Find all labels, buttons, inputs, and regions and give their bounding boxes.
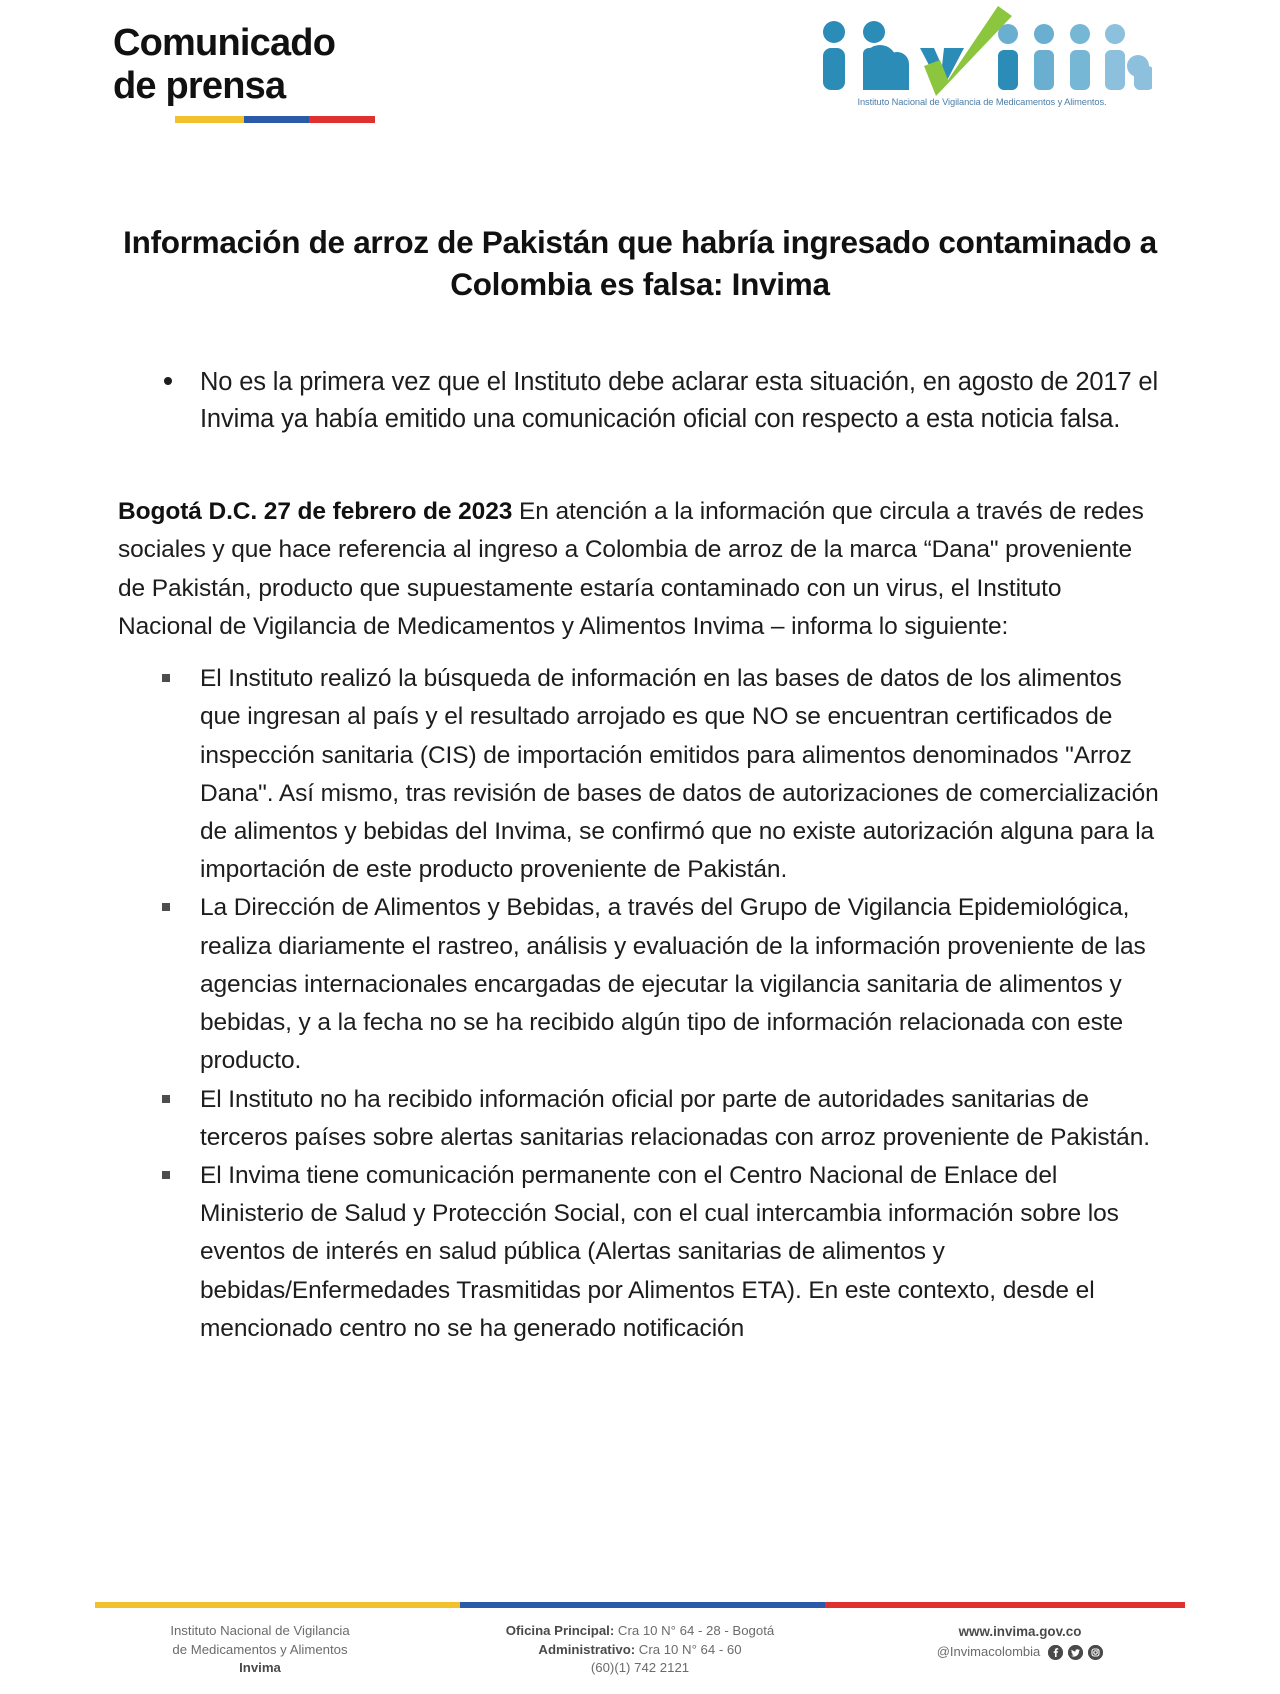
- footer-stripe-red: [825, 1602, 1185, 1608]
- facebook-icon[interactable]: [1048, 1645, 1063, 1660]
- page-footer: [0, 1602, 1280, 1694]
- list-item: [118, 1081, 1162, 1157]
- footer-columns: [0, 1608, 1280, 1694]
- statement-bullet-list: [118, 660, 1162, 1348]
- statement-text: El Instituto realizó la búsqueda de información en las bases de datos de los alimentos que ingresan al país y el resultado arrojado es que NO se encuentran certificados de inspección sanitaria (CIS) de importación emitidos para alimentos denominados "Arroz Dana". Así mismo, tras revisión de bases de datos de autorizaciones de comercialización de alimentos y bebidas del Invima, se confirmó que no existe autorización alguna para la importación de este producto proveniente de Pakistán.: [200, 665, 1159, 884]
- footer-flag-bar: [95, 1602, 1185, 1608]
- footer-office-row: [425, 1622, 855, 1641]
- list-item: [200, 364, 1160, 437]
- footer-institution-line3: Invima: [239, 1660, 281, 1676]
- lead-bullet-list: [0, 364, 1280, 437]
- footer-office-value: Cra 10 N° 64 - 28 - Bogotá: [614, 1622, 775, 1638]
- footer-admin-value: Cra 10 N° 64 - 60: [635, 1641, 742, 1657]
- intro-text: En atención a la información que circula a través de redes sociales y que hace referencia al ingreso a Colombia de arroz de la marca “Dana" proveniente de Pakistán, producto que supuestamente estaría contaminado con un virus, el Instituto Nacional de Vigilancia de Medicamentos y Alimentos Invima – informa lo siguiente:: [118, 498, 1144, 640]
- footer-stripe-yellow: [95, 1602, 460, 1608]
- invima-tagline: Instituto Nacional de Vigilancia de Medicamentos y Alimentos.: [857, 97, 1107, 107]
- bullet-square-icon: [162, 903, 170, 911]
- footer-social-handle: @Invimacolombia: [936, 1643, 1041, 1659]
- list-item: [118, 660, 1162, 889]
- instagram-icon[interactable]: [1088, 1645, 1103, 1660]
- flag-stripe-red: [309, 116, 375, 123]
- bullet-square-icon: [162, 674, 170, 682]
- page-header: [0, 0, 1280, 150]
- footer-institution-line1: Instituto Nacional de Vigilancia: [170, 1622, 350, 1638]
- brand-line-2: de prensa: [113, 64, 286, 107]
- footer-institution-line2: de Medicamentos y Alimentos: [172, 1641, 348, 1657]
- footer-office-label: Oficina Principal:: [505, 1622, 615, 1638]
- dateline: Bogotá D.C. 27 de febrero de 2023: [118, 498, 513, 526]
- statement-text: El Invima tiene comunicación permanente con el Centro Nacional de Enlace del Ministerio de Salud y Protección Social, con el cual intercambia información sobre los eventos de interés en salud pública (Alertas sanitarias de alimentos y bebidas/Enfermedades Trasmitidas por Alimentos ETA). En este contexto, desde el mencionado centro no se ha generado notificación: [200, 1161, 1119, 1342]
- bullet-square-icon: [162, 1095, 170, 1103]
- footer-institution: [95, 1622, 425, 1678]
- footer-web-social: [855, 1622, 1185, 1678]
- footer-admin-label: Administrativo:: [538, 1641, 636, 1657]
- statement-text: El Instituto no ha recibido información oficial por parte de autoridades sanitarias de terceros países sobre alertas sanitarias relacionadas con arroz proveniente de Pakistán.: [200, 1085, 1150, 1151]
- footer-addresses: [425, 1622, 855, 1678]
- footer-stripe-blue: [460, 1602, 825, 1608]
- statement-text: La Dirección de Alimentos y Bebidas, a través del Grupo de Vigilancia Epidemiológica, realiza diariamente el rastreo, análisis y evaluación de la información proveniente de las agencias internacionales encargadas de ejecutar la vigilancia sanitaria de alimentos y bebidas, y a la fecha no se ha recibido algún tipo de información relacionada con este producto.: [200, 894, 1146, 1075]
- footer-admin-row: [425, 1641, 855, 1660]
- invima-wordmark-icon: [812, 4, 1152, 96]
- bullet-square-icon: [162, 1171, 170, 1179]
- page-title: Información de arroz de Pakistán que habría ingresado contaminado a Colombia es falsa: Invima: [123, 224, 1157, 302]
- brand-line-1: Comunicado: [113, 22, 336, 64]
- invima-logo: [812, 4, 1152, 107]
- colombia-flag-bar: [175, 116, 375, 123]
- press-release-brand: [113, 22, 375, 123]
- twitter-icon[interactable]: [1068, 1645, 1083, 1660]
- footer-phone: (60)(1) 742 2121: [590, 1660, 690, 1676]
- list-item: [118, 889, 1162, 1080]
- lead-bullet-text: No es la primera vez que el Instituto debe aclarar esta situación, en agosto de 2017 el Invima ya había emitido una comunicación oficial con respecto a esta noticia falsa.: [200, 367, 1158, 433]
- list-item: [118, 1157, 1162, 1348]
- flag-stripe-yellow: [175, 116, 244, 123]
- intro-paragraph: [118, 493, 1162, 646]
- flag-stripe-blue: [244, 116, 310, 123]
- bullet-dot-icon: [164, 377, 172, 385]
- footer-social-row: [855, 1643, 1185, 1661]
- footer-website-link[interactable]: www.invima.gov.co: [958, 1623, 1082, 1639]
